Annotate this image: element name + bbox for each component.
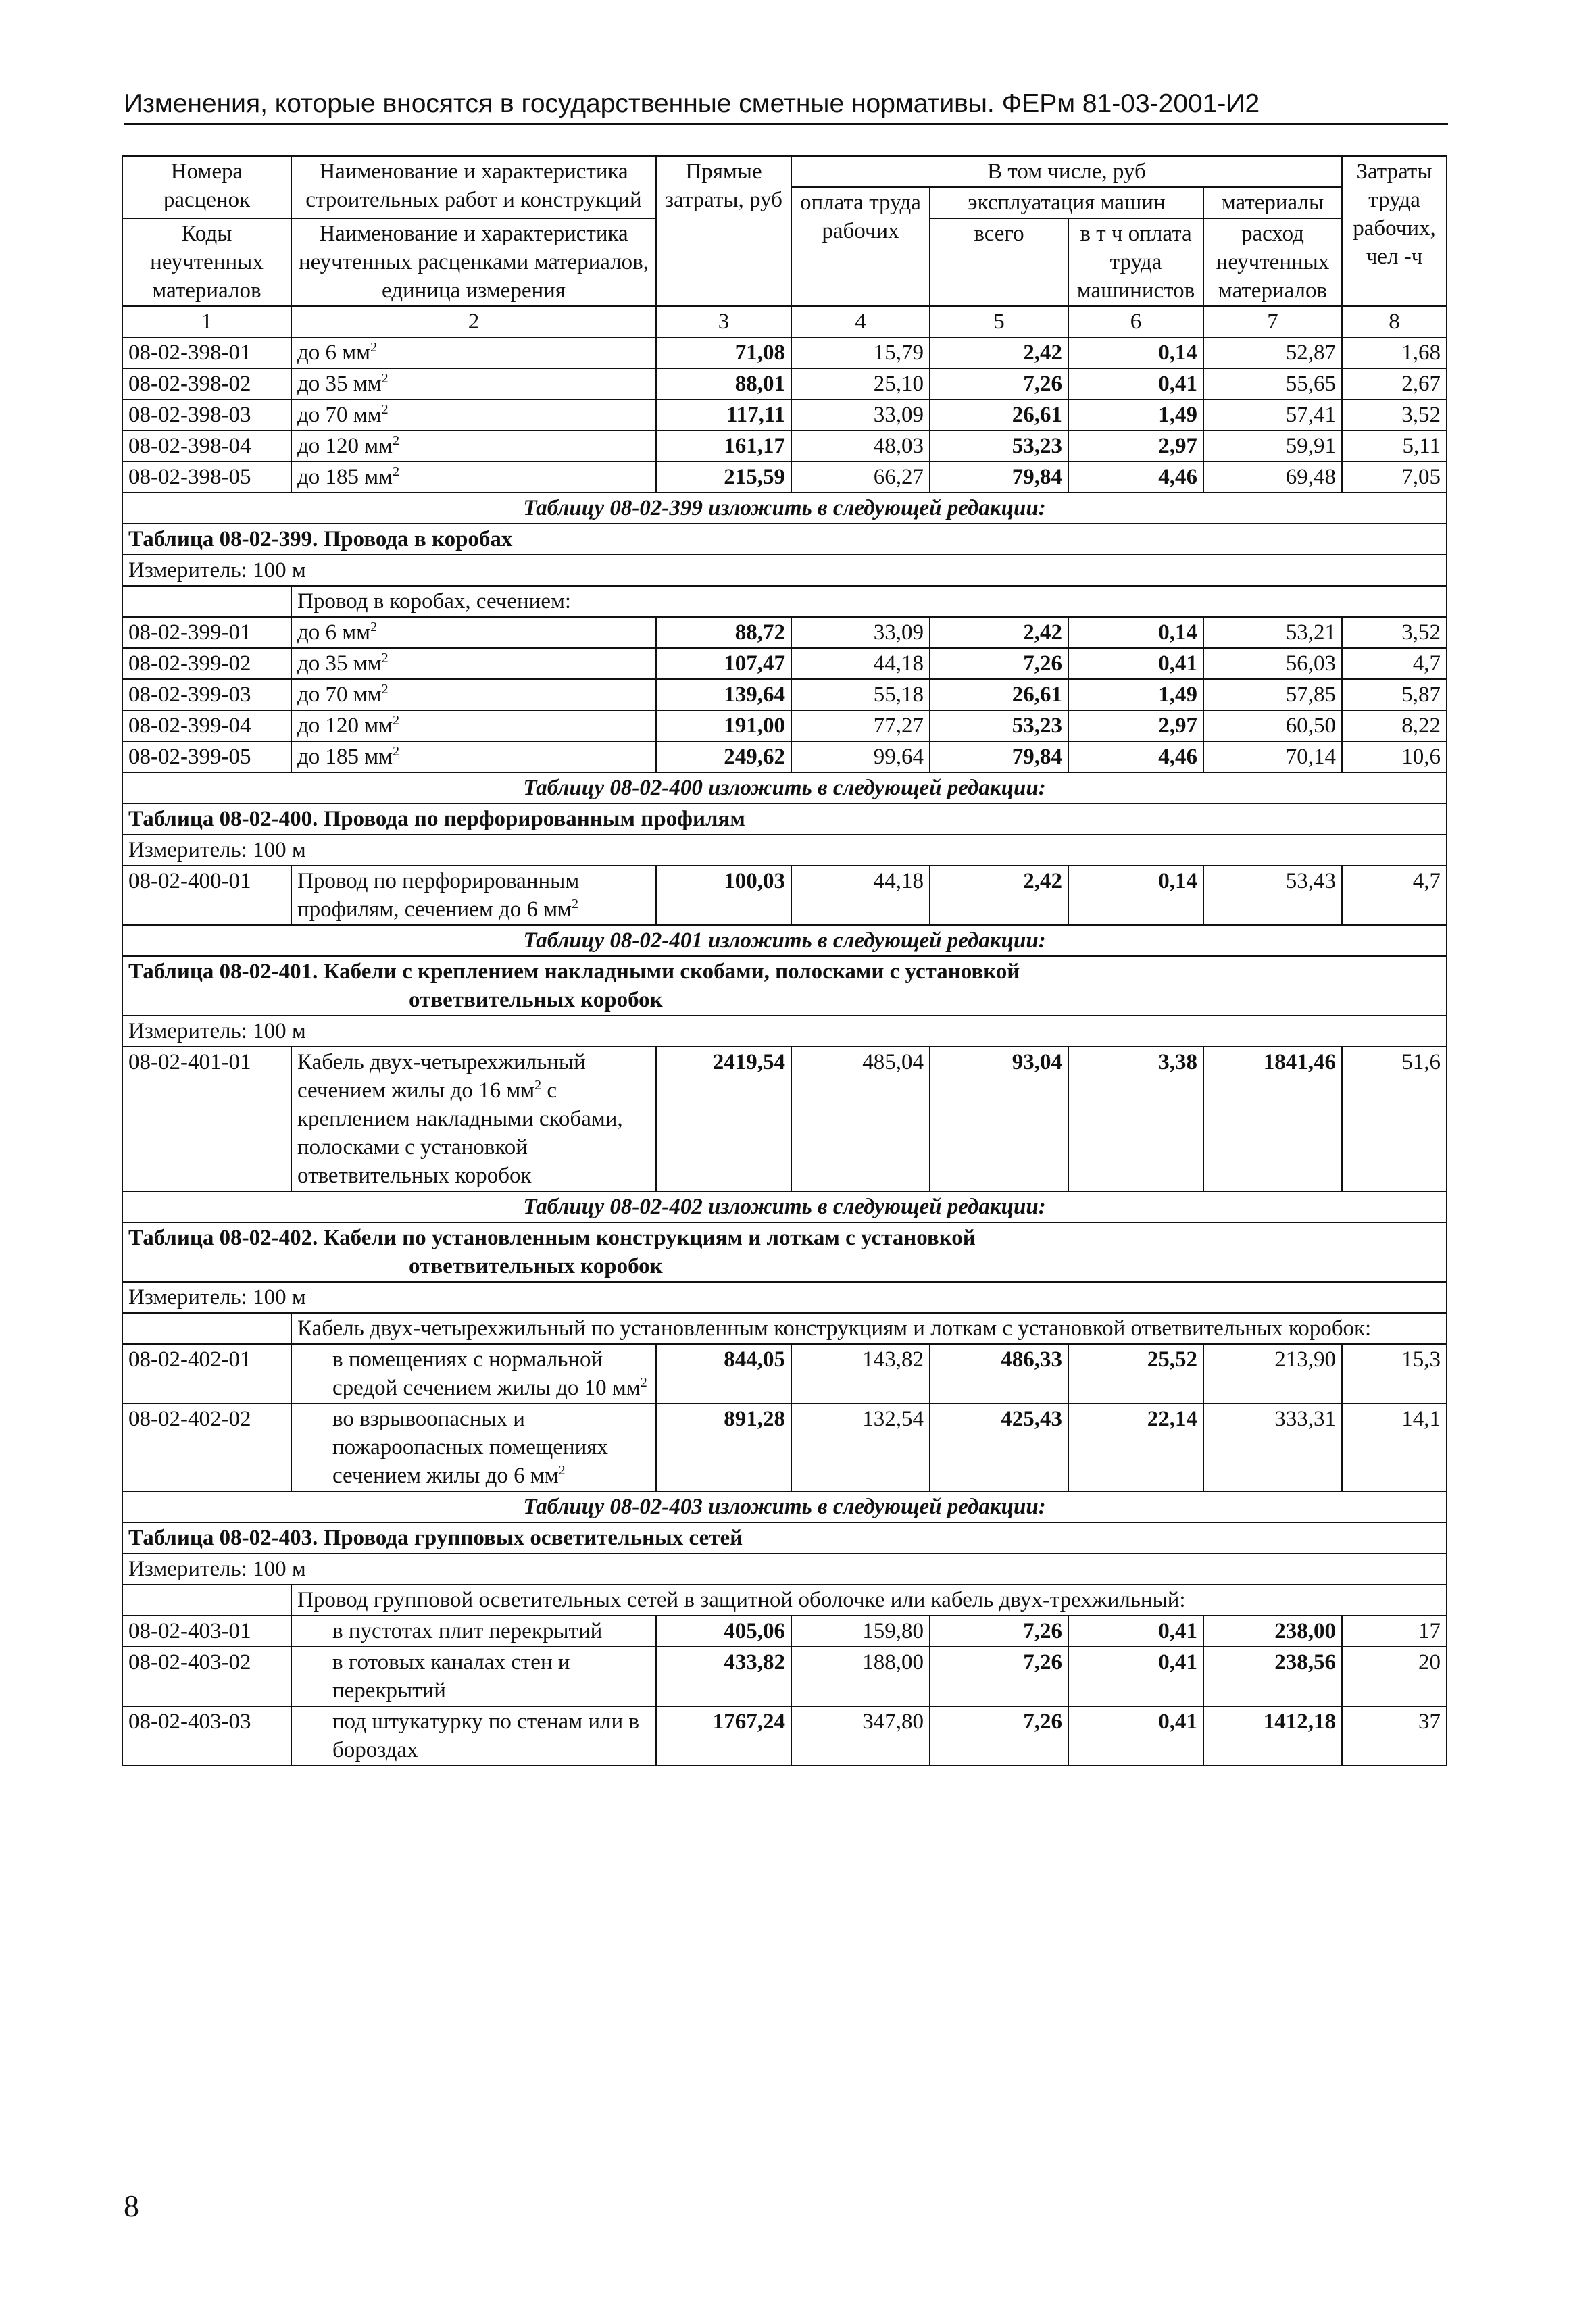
value-cell: 238,56 — [1203, 1647, 1342, 1706]
rate-name-text: в помещениях с нормальной средой сечением жилы до 10 мм — [332, 1347, 641, 1400]
value-cell: 77,27 — [791, 710, 930, 741]
table-row — [122, 399, 1447, 430]
rate-code: 08-02-399-05 — [122, 741, 291, 772]
superscript: 2 — [370, 340, 378, 355]
value-cell: 79,84 — [930, 741, 1068, 772]
rate-code: 08-02-400-01 — [122, 866, 291, 925]
value-cell: 100,03 — [656, 866, 791, 925]
rate-name — [291, 648, 656, 679]
measurement-unit — [122, 835, 1447, 866]
column-number: 4 — [791, 306, 930, 337]
value-cell: 55,65 — [1203, 368, 1342, 399]
rate-code: 08-02-398-01 — [122, 337, 291, 368]
page-number: 8 — [124, 2189, 139, 2223]
group-subheader: Провод в коробах, сечением: — [291, 586, 1447, 617]
value-cell: 66,27 — [791, 462, 930, 493]
col1-top-header: Номера расценок — [122, 156, 291, 218]
machines-header: эксплуатация машин — [930, 187, 1203, 218]
rate-code: 08-02-398-02 — [122, 368, 291, 399]
value-cell: 17 — [1342, 1616, 1447, 1647]
superscript: 2 — [381, 651, 389, 666]
value-cell: 485,04 — [791, 1047, 930, 1191]
value-cell: 10,6 — [1342, 741, 1447, 772]
rate-code: 08-02-402-01 — [122, 1344, 291, 1403]
value-cell: 88,01 — [656, 368, 791, 399]
rate-code: 08-02-399-02 — [122, 648, 291, 679]
rate-name-text: до 35 мм — [297, 372, 382, 396]
rate-name — [291, 337, 656, 368]
value-cell: 55,18 — [791, 679, 930, 710]
value-cell: 0,41 — [1068, 368, 1203, 399]
value-cell: 3,52 — [1342, 617, 1447, 648]
value-cell: 159,80 — [791, 1616, 930, 1647]
table-row — [122, 337, 1447, 368]
column-number: 7 — [1203, 306, 1342, 337]
blank-cell — [122, 1585, 291, 1616]
rate-code: 08-02-399-01 — [122, 617, 291, 648]
rate-name — [291, 741, 656, 772]
rate-name — [291, 710, 656, 741]
operator-pay-header: в т ч оплата труда машинистов — [1068, 218, 1203, 306]
rate-name — [291, 1647, 656, 1706]
value-cell: 188,00 — [791, 1647, 930, 1706]
table-header-row — [122, 156, 1447, 187]
value-cell: 139,64 — [656, 679, 791, 710]
value-cell: 161,17 — [656, 430, 791, 462]
value-cell: 1,49 — [1068, 399, 1203, 430]
rate-name-text: до 120 мм — [297, 714, 393, 738]
value-cell: 107,47 — [656, 648, 791, 679]
value-cell: 33,09 — [791, 617, 930, 648]
rate-name — [291, 1616, 656, 1647]
col2-bottom-header: Наименование и характеристика неучтенных расценками материалов, единица измерения — [291, 218, 656, 306]
rate-name-text: до 70 мм — [297, 403, 382, 427]
rate-name-text: до 185 мм — [297, 745, 393, 769]
value-cell: 0,41 — [1068, 1647, 1203, 1706]
column-numbers-row — [122, 306, 1447, 337]
value-cell: 132,54 — [791, 1403, 930, 1491]
value-cell: 3,38 — [1068, 1047, 1203, 1191]
value-cell: 15,3 — [1342, 1344, 1447, 1403]
table-row — [122, 368, 1447, 399]
measurement-unit — [122, 1282, 1447, 1313]
table-row — [122, 648, 1447, 679]
value-cell: 425,43 — [930, 1403, 1068, 1491]
value-cell: 2,42 — [930, 337, 1068, 368]
value-cell: 37 — [1342, 1706, 1447, 1766]
measurement-unit — [122, 555, 1447, 586]
rate-name-text: в готовых каналах стен и перекрытий — [332, 1650, 570, 1703]
value-cell: 215,59 — [656, 462, 791, 493]
table-row — [122, 710, 1447, 741]
value-cell: 33,09 — [791, 399, 930, 430]
section-title — [122, 1222, 1447, 1282]
measurement-unit: Измеритель: 100 м — [122, 1016, 1447, 1047]
rate-code: 08-02-403-02 — [122, 1647, 291, 1706]
value-cell: 69,48 — [1203, 462, 1342, 493]
section-title-line: Таблица 08-02-401. Кабели с креплением накладными скобами, полосками с установкой — [128, 960, 1020, 984]
value-cell: 53,21 — [1203, 617, 1342, 648]
rate-name — [291, 1047, 656, 1191]
materials-header: материалы — [1203, 187, 1342, 218]
superscript: 2 — [534, 1078, 542, 1093]
value-cell: 48,03 — [791, 430, 930, 462]
value-cell: 15,79 — [791, 337, 930, 368]
superscript: 2 — [640, 1375, 647, 1390]
value-cell: 7,26 — [930, 1706, 1068, 1766]
superscript: 2 — [381, 682, 389, 697]
table-row — [122, 1047, 1447, 1191]
value-cell: 53,23 — [930, 710, 1068, 741]
column-number: 8 — [1342, 306, 1447, 337]
value-cell: 22,14 — [1068, 1403, 1203, 1491]
rate-name-text: с креплением накладными скобами, полосками с установкой ответвительных коробок — [297, 1078, 623, 1188]
value-cell: 93,04 — [930, 1047, 1068, 1191]
rate-code: 08-02-399-04 — [122, 710, 291, 741]
value-cell: 1767,24 — [656, 1706, 791, 1766]
table-row — [122, 1647, 1447, 1706]
value-cell: 51,6 — [1342, 1047, 1447, 1191]
value-cell: 99,64 — [791, 741, 930, 772]
rate-code: 08-02-403-01 — [122, 1616, 291, 1647]
rate-code: 08-02-402-02 — [122, 1403, 291, 1491]
rate-code: 08-02-398-05 — [122, 462, 291, 493]
section-title — [122, 1522, 1447, 1553]
rate-name-text: под штукатурку по стенам или в бороздах — [332, 1710, 639, 1762]
section-title-row — [122, 524, 1447, 555]
value-cell: 1,68 — [1342, 337, 1447, 368]
rate-name — [291, 1344, 656, 1403]
labor-header: Затраты труда рабочих, чел -ч — [1342, 156, 1447, 306]
section-title-line: Таблица 08-02-402. Кабели по установленным конструкциям и лоткам с установкой — [128, 1226, 976, 1250]
value-cell: 238,00 — [1203, 1616, 1342, 1647]
rate-name — [291, 430, 656, 462]
incl-header: В том числе, руб — [791, 156, 1342, 187]
value-cell: 191,00 — [656, 710, 791, 741]
labor-pay-header: оплата труда рабочих — [791, 187, 930, 306]
section-title-row — [122, 1522, 1447, 1553]
section-title-row — [122, 956, 1447, 1016]
column-number: 6 — [1068, 306, 1203, 337]
rate-name-text: до 6 мм — [297, 620, 371, 645]
value-cell: 8,22 — [1342, 710, 1447, 741]
edit-note: Таблицу 08-02-400 изложить в следующей редакции: — [122, 772, 1447, 803]
edit-note — [122, 493, 1447, 524]
value-cell: 26,61 — [930, 679, 1068, 710]
value-cell: 2,67 — [1342, 368, 1447, 399]
value-cell: 53,23 — [930, 430, 1068, 462]
section-title-row — [122, 803, 1447, 835]
edit-note — [122, 772, 1447, 803]
value-cell: 79,84 — [930, 462, 1068, 493]
value-cell: 5,11 — [1342, 430, 1447, 462]
section-title-row — [122, 1222, 1447, 1282]
value-cell: 4,46 — [1068, 741, 1203, 772]
value-cell: 7,26 — [930, 1647, 1068, 1706]
value-cell: 57,41 — [1203, 399, 1342, 430]
value-cell: 7,26 — [930, 368, 1068, 399]
value-cell: 4,7 — [1342, 648, 1447, 679]
measurement-unit: Измеритель: 100 м — [122, 1282, 1447, 1313]
estimate-table — [122, 155, 1447, 1766]
value-cell: 433,82 — [656, 1647, 791, 1706]
section-title-line: Таблица 08-02-403. Провода групповых осветительных сетей — [128, 1526, 743, 1550]
value-cell: 4,7 — [1342, 866, 1447, 925]
value-cell: 1841,46 — [1203, 1047, 1342, 1191]
value-cell: 60,50 — [1203, 710, 1342, 741]
rate-name-text: до 35 мм — [297, 651, 382, 676]
value-cell: 333,31 — [1203, 1403, 1342, 1491]
table-row — [122, 866, 1447, 925]
rate-name-text: до 6 мм — [297, 341, 371, 365]
col2-top-header: Наименование и характеристика строительных работ и конструкций — [291, 156, 656, 218]
column-number: 5 — [930, 306, 1068, 337]
superscript: 2 — [370, 620, 378, 634]
superscript: 2 — [393, 464, 400, 479]
subheader-row — [122, 1313, 1447, 1344]
superscript: 2 — [393, 433, 400, 448]
table-row — [122, 1344, 1447, 1403]
value-cell: 7,26 — [930, 648, 1068, 679]
value-cell: 405,06 — [656, 1616, 791, 1647]
value-cell: 0,41 — [1068, 648, 1203, 679]
value-cell: 2419,54 — [656, 1047, 791, 1191]
edit-note: Таблицу 08-02-403 изложить в следующей редакции: — [122, 1491, 1447, 1522]
group-subheader: Провод групповой осветительных сетей в защитной оболочке или кабель двух-трехжильный: — [291, 1585, 1447, 1616]
rate-name-text: до 185 мм — [297, 465, 393, 489]
value-cell: 20 — [1342, 1647, 1447, 1706]
rate-name — [291, 866, 656, 925]
machines-total-header: всего — [930, 218, 1068, 306]
value-cell: 5,87 — [1342, 679, 1447, 710]
value-cell: 891,28 — [656, 1403, 791, 1491]
value-cell: 213,90 — [1203, 1344, 1342, 1403]
value-cell: 2,42 — [930, 866, 1068, 925]
table-row — [122, 679, 1447, 710]
value-cell: 0,14 — [1068, 866, 1203, 925]
value-cell: 52,87 — [1203, 337, 1342, 368]
direct-costs-header: Прямые затраты, руб — [656, 156, 791, 306]
table-row — [122, 462, 1447, 493]
superscript: 2 — [572, 897, 579, 912]
value-cell: 486,33 — [930, 1344, 1068, 1403]
section-title-line: Таблица 08-02-399. Провода в коробах — [128, 527, 513, 551]
value-cell: 59,91 — [1203, 430, 1342, 462]
section-title — [122, 524, 1447, 555]
value-cell: 25,10 — [791, 368, 930, 399]
value-cell: 143,82 — [791, 1344, 930, 1403]
blank-cell — [122, 1313, 291, 1344]
measurement-unit — [122, 1016, 1447, 1047]
rate-name — [291, 1706, 656, 1766]
value-cell: 2,97 — [1068, 430, 1203, 462]
edit-note — [122, 1191, 1447, 1222]
section-title — [122, 956, 1447, 1016]
measurement-unit: Измеритель: 100 м — [122, 555, 1447, 586]
rate-name-text: во взрывоопасных и пожароопасных помещениях сечением жилы до 6 мм — [332, 1407, 608, 1488]
section-title-line: ответвительных коробок — [409, 988, 663, 1012]
rate-name-text: Провод по перфорированным профилям, сечением до 6 мм — [297, 869, 580, 922]
rate-code: 08-02-398-03 — [122, 399, 291, 430]
rate-name — [291, 617, 656, 648]
column-number: 1 — [122, 306, 291, 337]
measurement-unit: Измеритель: 100 м — [122, 835, 1447, 866]
superscript: 2 — [393, 713, 400, 728]
column-number: 3 — [656, 306, 791, 337]
measurement-unit — [122, 1553, 1447, 1585]
table-row — [122, 1403, 1447, 1491]
value-cell: 3,52 — [1342, 399, 1447, 430]
rate-code: 08-02-398-04 — [122, 430, 291, 462]
value-cell: 57,85 — [1203, 679, 1342, 710]
value-cell: 0,14 — [1068, 337, 1203, 368]
value-cell: 7,26 — [930, 1616, 1068, 1647]
edit-note: Таблицу 08-02-402 изложить в следующей редакции: — [122, 1191, 1447, 1222]
column-number: 2 — [291, 306, 656, 337]
rate-name — [291, 679, 656, 710]
rate-code: 08-02-403-03 — [122, 1706, 291, 1766]
measurement-unit: Измеритель: 100 м — [122, 1553, 1447, 1585]
value-cell: 0,41 — [1068, 1616, 1203, 1647]
subheader-row — [122, 586, 1447, 617]
edit-note — [122, 925, 1447, 956]
value-cell: 0,14 — [1068, 617, 1203, 648]
rate-name — [291, 368, 656, 399]
blank-cell — [122, 586, 291, 617]
table-row — [122, 430, 1447, 462]
value-cell: 44,18 — [791, 866, 930, 925]
value-cell: 25,52 — [1068, 1344, 1203, 1403]
rate-name-text: Кабель двух-четырехжильный сечением жилы до 16 мм — [297, 1050, 586, 1103]
table-row — [122, 617, 1447, 648]
table-row — [122, 1616, 1447, 1647]
value-cell: 71,08 — [656, 337, 791, 368]
edit-note: Таблицу 08-02-401 изложить в следующей редакции: — [122, 925, 1447, 956]
value-cell: 14,1 — [1342, 1403, 1447, 1491]
value-cell: 7,05 — [1342, 462, 1447, 493]
value-cell: 117,11 — [656, 399, 791, 430]
rate-code: 08-02-399-03 — [122, 679, 291, 710]
superscript: 2 — [381, 371, 389, 386]
group-subheader: Кабель двух-четырехжильный по установленным конструкциям и лоткам с установкой ответвительных коробок: — [291, 1313, 1447, 1344]
value-cell: 44,18 — [791, 648, 930, 679]
value-cell: 347,80 — [791, 1706, 930, 1766]
table-row — [122, 1706, 1447, 1766]
rate-name — [291, 1403, 656, 1491]
value-cell: 2,97 — [1068, 710, 1203, 741]
edit-note — [122, 1491, 1447, 1522]
superscript: 2 — [558, 1463, 566, 1478]
rate-code: 08-02-401-01 — [122, 1047, 291, 1191]
section-title — [122, 803, 1447, 835]
value-cell: 4,46 — [1068, 462, 1203, 493]
subheader-row — [122, 1585, 1447, 1616]
section-title-line: ответвительных коробок — [409, 1254, 663, 1278]
value-cell: 0,41 — [1068, 1706, 1203, 1766]
value-cell: 26,61 — [930, 399, 1068, 430]
value-cell: 1412,18 — [1203, 1706, 1342, 1766]
rate-name-text: в пустотах плит перекрытий — [332, 1619, 603, 1643]
value-cell: 249,62 — [656, 741, 791, 772]
rate-name — [291, 399, 656, 430]
superscript: 2 — [393, 744, 400, 759]
materials-spend-header: расход неучтенных материалов — [1203, 218, 1342, 306]
value-cell: 53,43 — [1203, 866, 1342, 925]
value-cell: 844,05 — [656, 1344, 791, 1403]
table-row — [122, 741, 1447, 772]
value-cell: 1,49 — [1068, 679, 1203, 710]
value-cell: 70,14 — [1203, 741, 1342, 772]
section-title-line: Таблица 08-02-400. Провода по перфорированным профилям — [128, 807, 745, 831]
value-cell: 56,03 — [1203, 648, 1342, 679]
value-cell: 88,72 — [656, 617, 791, 648]
rate-name — [291, 462, 656, 493]
page-header: Изменения, которые вносятся в государственные сметные нормативы. ФЕРм 81-03-2001-И2 — [124, 89, 1448, 125]
rate-name-text: до 120 мм — [297, 434, 393, 458]
rate-name-text: до 70 мм — [297, 682, 382, 707]
col1-bottom-header: Коды неучтенных материалов — [122, 218, 291, 306]
superscript: 2 — [381, 402, 389, 417]
edit-note: Таблицу 08-02-399 изложить в следующей редакции: — [122, 493, 1447, 524]
value-cell: 2,42 — [930, 617, 1068, 648]
